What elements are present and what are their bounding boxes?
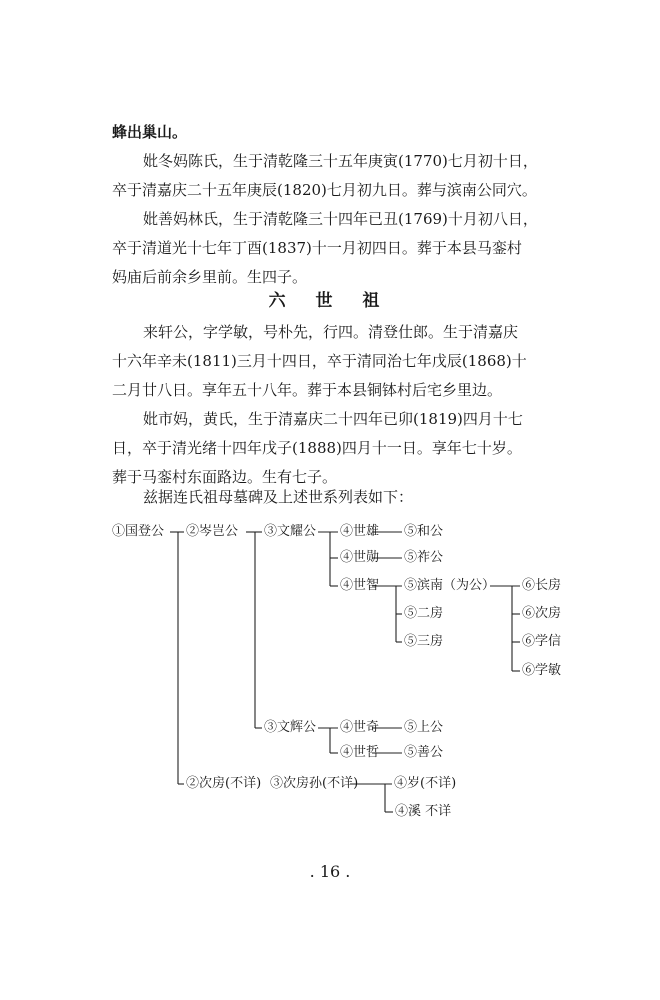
tree-node-gen5: ⑤二房 <box>404 606 444 621</box>
tree-node-gen1: ①国登公 <box>112 524 165 539</box>
section-heading: 六 世 祖 <box>268 291 392 311</box>
tree-node-gen4: ④世哲 <box>340 745 380 760</box>
text-line: 卒于清嘉庆二十五年庚辰(1820)七月初九日。葬与滨南公同穴。 <box>112 181 537 199</box>
text-line: 妣冬妈陈氏，生于清乾隆三十五年庚寅(1770)七月初十日， <box>143 152 538 170</box>
text-line: 妣市妈，黄氏，生于清嘉庆二十四年已卯(1819)四月十七 <box>143 410 523 428</box>
tree-node-gen5: ⑤上公 <box>404 720 444 735</box>
tree-node-gen6: ⑥学敏 <box>522 663 562 678</box>
text-line: 十六年辛未(1811)三月十四日，卒于清同治七年戊辰(1868)十 <box>112 352 527 370</box>
tree-node-gen6: ⑥长房 <box>522 578 562 593</box>
tree-node-gen3: ③文辉公 <box>264 720 317 735</box>
tree-node-gen4: ④世奇 <box>340 720 380 735</box>
tree-node-gen5: ⑤善公 <box>404 745 444 760</box>
text-line: 日，卒于清光绪十四年戊子(1888)四月十一日。享年七十岁。 <box>112 439 522 457</box>
tree-node-gen5: ⑤和公 <box>404 524 444 539</box>
text-line: 妣善妈林氏，生于清乾隆三十四年已丑(1769)十月初八日， <box>143 210 538 228</box>
text-line: 葬于马銮村东面路边。生有七子。 <box>112 468 338 486</box>
text-line: 妈庙后前余乡里前。生四子。 <box>112 268 308 286</box>
tree-node-gen4: ④岁(不详) <box>394 776 457 791</box>
text-line: 蜂出巢山。 <box>112 123 188 141</box>
tree-node-gen6: ⑥次房 <box>522 606 562 621</box>
tree-node-gen5: ⑤滨南（为公） <box>404 578 496 593</box>
tree-intro: 兹据连氏祖母墓碑及上述世系列表如下： <box>143 488 414 506</box>
page-number: . 16 . <box>309 862 351 881</box>
tree-node-gen2: ②岑岂公 <box>186 524 239 539</box>
text-line: 来轩公，字学敏，号朴先，行四。清登仕郎。生于清嘉庆 <box>143 323 519 341</box>
tree-node-gen4: ④世雄 <box>340 524 380 539</box>
tree-node-gen4: ④世智 <box>340 578 380 593</box>
text-line: 卒于清道光十七年丁酉(1837)十一月初四日。葬于本县马銮村 <box>112 239 522 257</box>
tree-node-gen5: ⑤三房 <box>404 634 444 649</box>
tree-node-gen6: ⑥学信 <box>522 634 562 649</box>
tree-node-gen4: ④世勋 <box>340 550 380 565</box>
text-line: 二月廿八日。享年五十八年。葬于本县铜钵村后宅乡里边。 <box>112 381 503 399</box>
tree-node-gen3: ③次房孙(不详) <box>270 776 359 791</box>
tree-node-gen5: ⑤祚公 <box>404 550 444 565</box>
tree-node-gen3: ③文耀公 <box>264 524 317 539</box>
tree-node-gen4: ④溪 不详 <box>395 804 452 819</box>
tree-node-gen2: ②次房(不详) <box>186 776 262 791</box>
